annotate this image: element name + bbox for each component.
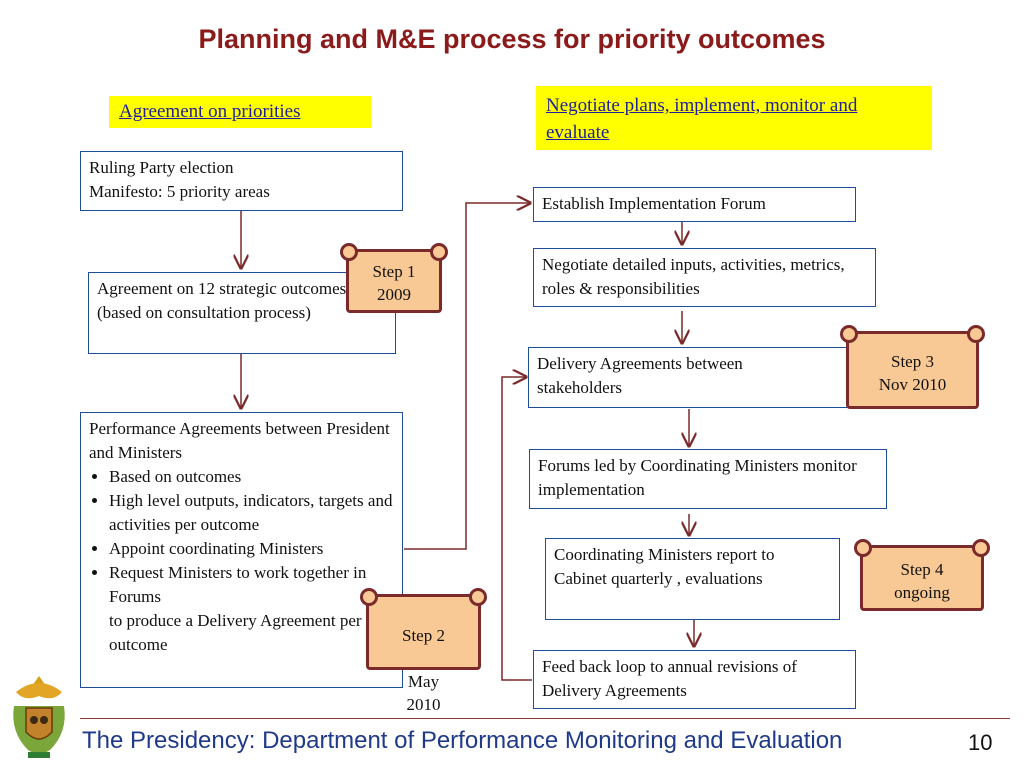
page-title: Planning and M&E process for priority outcomes xyxy=(198,24,826,54)
performance-bullet: • Request Ministers to work together in Forums to produce a Delivery Agreement per outcome xyxy=(109,561,394,657)
step-4-label: Step 4 xyxy=(900,560,944,579)
step-1-label: Step 1 xyxy=(372,262,416,281)
performance-heading: Performance Agreements between President and Ministers xyxy=(89,419,390,462)
step-3-date: Nov 2010 xyxy=(878,375,947,394)
step-2-label: Step 2 xyxy=(402,626,445,645)
left-header: Agreement on priorities xyxy=(109,96,371,128)
ministers-report-box: Coordinating Ministers report to Cabinet quarterly , evaluations xyxy=(545,538,840,620)
step-3-label: Step 3 xyxy=(891,352,934,371)
step-1-scroll xyxy=(346,249,442,313)
performance-bullet: • Appoint coordinating Ministers xyxy=(109,537,394,561)
performance-bullet: • Based on outcomes xyxy=(109,465,394,489)
performance-agreements-box xyxy=(80,412,403,688)
page-number: 10 xyxy=(968,730,993,755)
step-3-scroll xyxy=(846,331,979,409)
step-4-scroll xyxy=(860,545,984,611)
performance-bullet-list xyxy=(89,465,394,657)
delivery-agreements-box: Delivery Agreements between stakeholders xyxy=(528,347,856,408)
footer-text: The Presidency: Department of Performance Monitoring and Evaluation xyxy=(82,727,843,754)
step-2-date: May 2010 xyxy=(406,672,441,714)
footer-divider xyxy=(80,718,1010,719)
coat-of-arms-logo xyxy=(6,672,72,762)
step-1-date: 2009 xyxy=(377,285,411,304)
step-4-date: ongoing xyxy=(894,583,950,602)
manifesto-box: Ruling Party election Manifesto: 5 priority areas xyxy=(80,151,403,211)
negotiate-inputs-box: Negotiate detailed inputs, activities, metrics, roles & responsibilities xyxy=(533,248,876,307)
right-header: Negotiate plans, implement, monitor and evaluate xyxy=(536,86,932,150)
implementation-forum-box: Establish Implementation Forum xyxy=(533,187,856,222)
arrow-feedback-loop xyxy=(502,377,532,680)
feedback-loop-box: Feed back loop to annual revisions of Delivery Agreements xyxy=(533,650,856,709)
forums-monitor-box: Forums led by Coordinating Ministers monitor implementation xyxy=(529,449,887,509)
step-2-scroll xyxy=(366,594,481,714)
performance-bullet: • High level outputs, indicators, targets and activities per outcome xyxy=(109,489,394,537)
outcomes-box: Agreement on 12 strategic outcomes (based on consultation process) xyxy=(88,272,396,354)
